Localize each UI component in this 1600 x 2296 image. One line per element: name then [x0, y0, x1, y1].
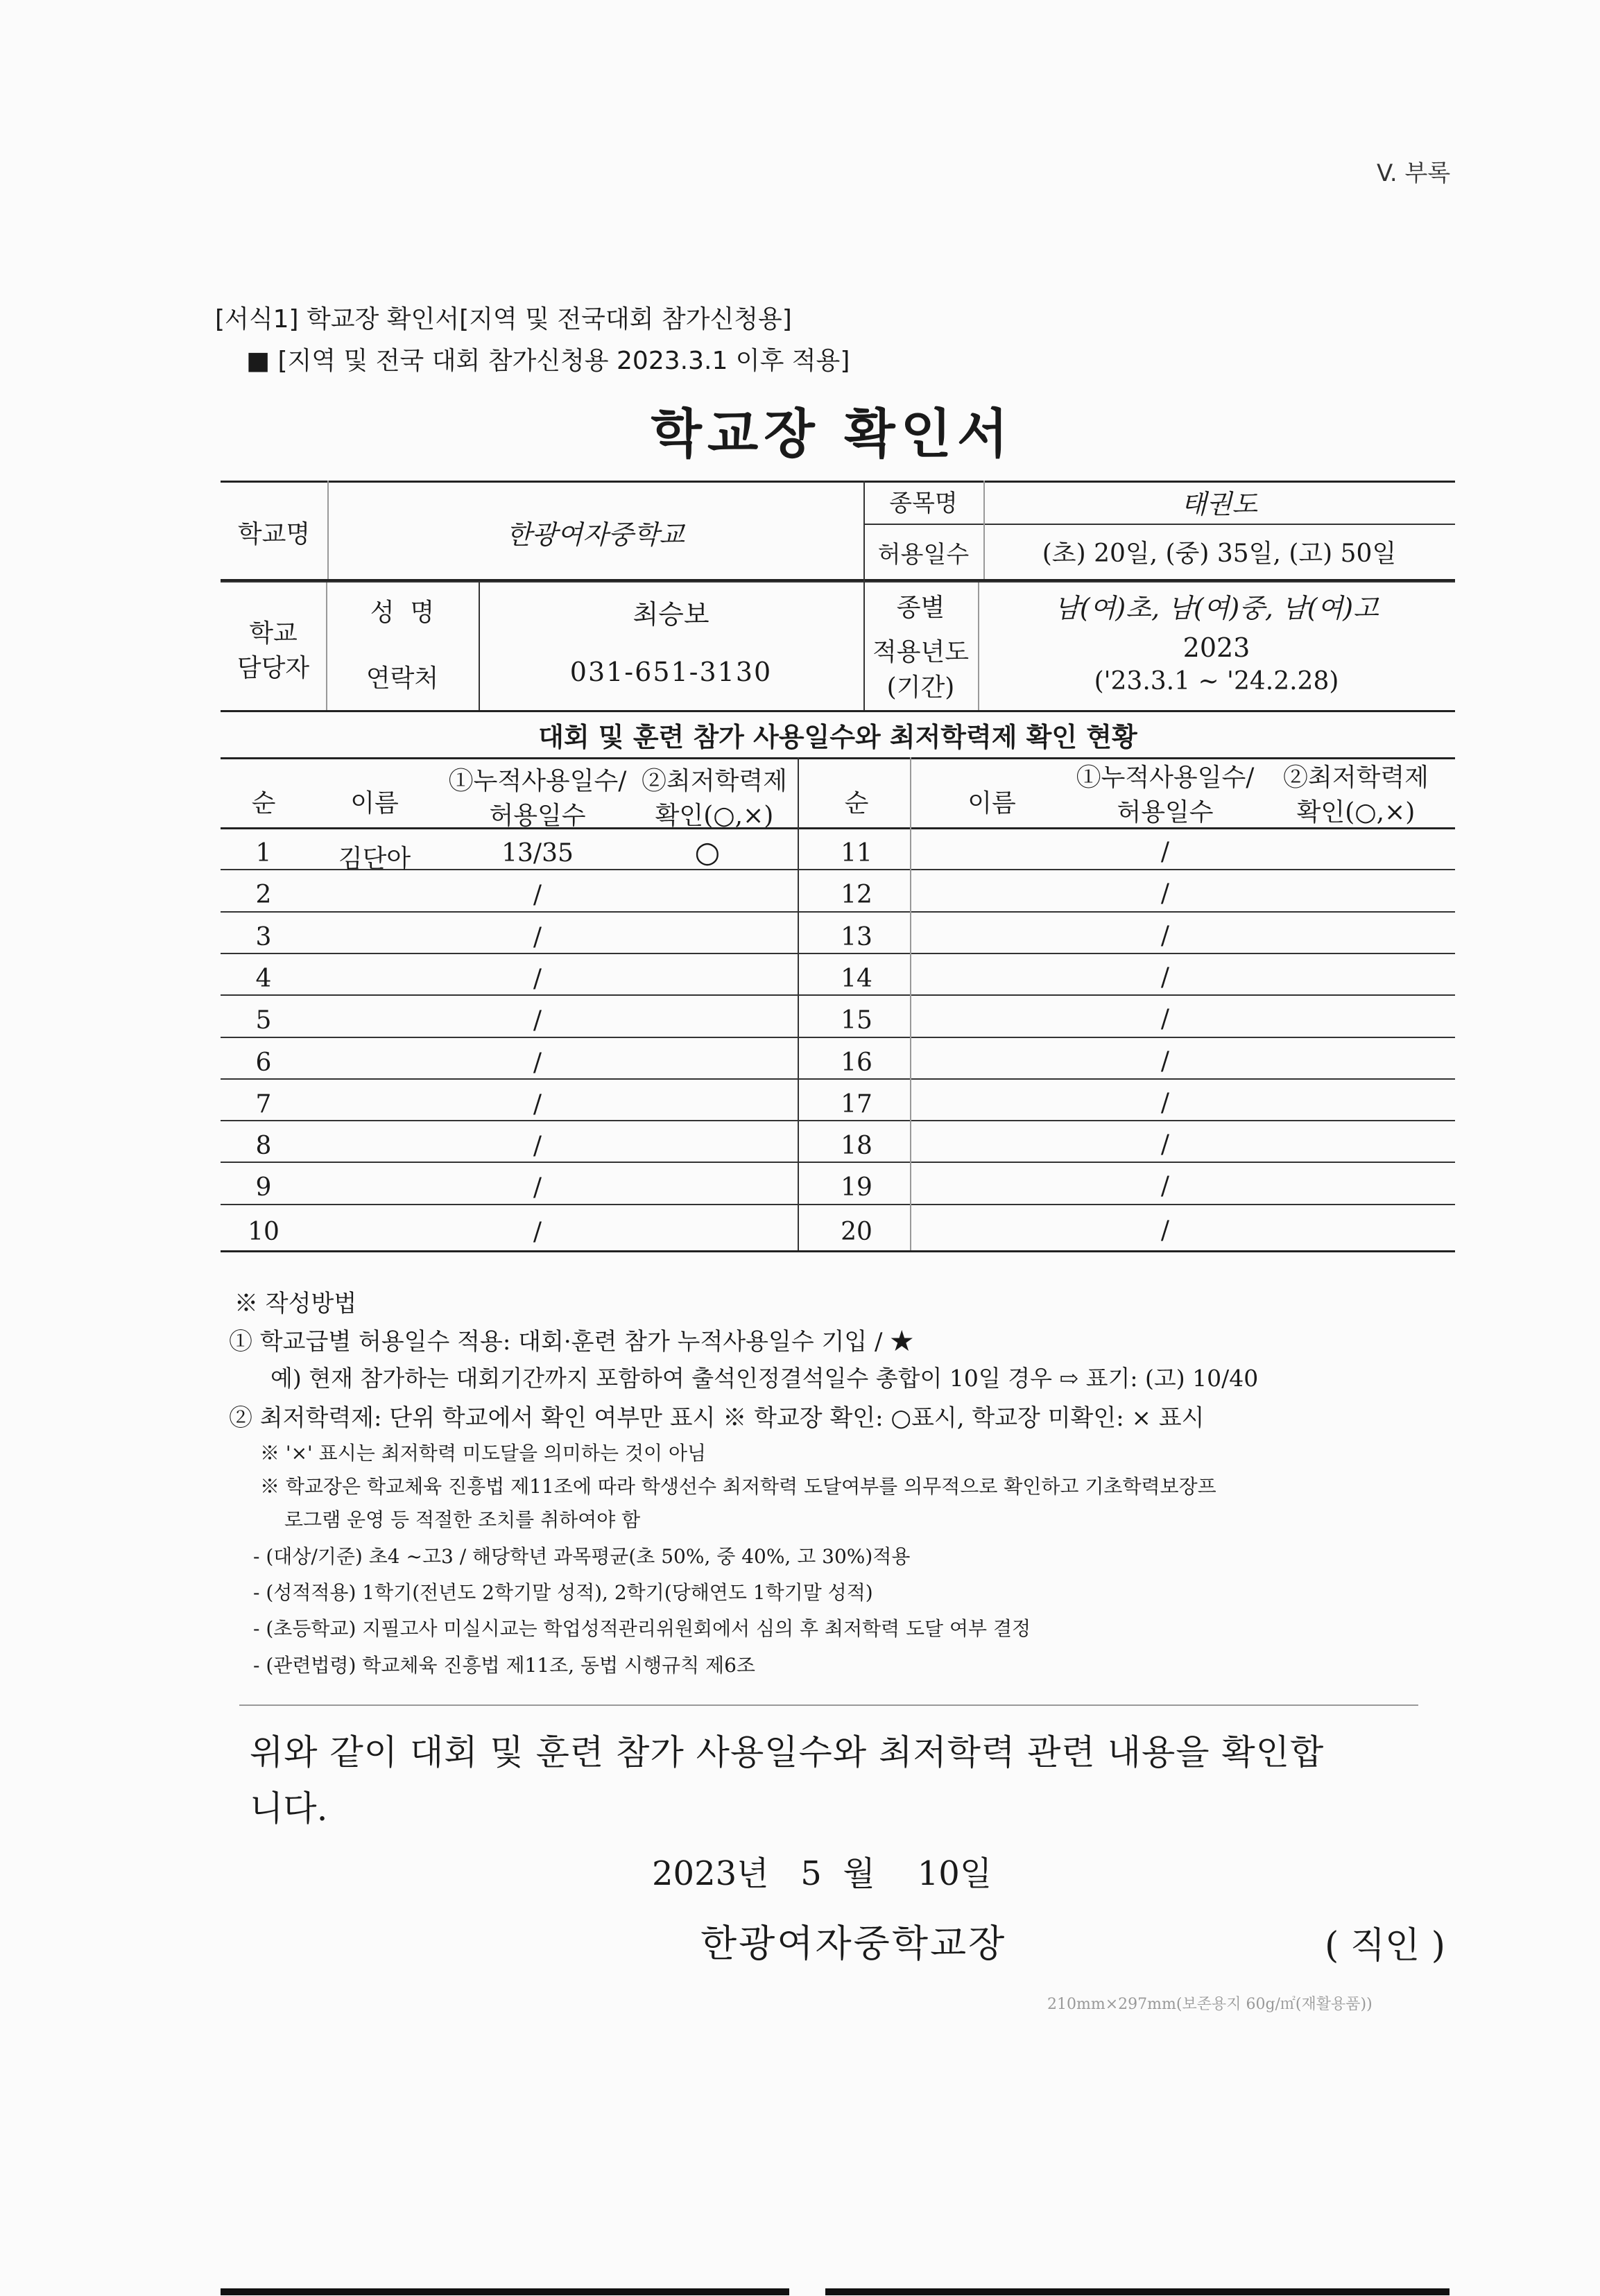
confirmation-text-cont: 니다. — [250, 1788, 328, 1829]
header-days: ①누적사용일수/ — [448, 767, 627, 795]
official-seal: ( 직인 ) — [1325, 1925, 1446, 1967]
manager-label: 학교 — [249, 619, 298, 648]
row-number: 9 — [255, 1173, 272, 1202]
form-sublabel: ■ [지역 및 전국 대회 참가신청용 2023.3.1 이후 적용] — [246, 347, 850, 375]
header-days-right-2: 허용일수 — [1117, 798, 1214, 827]
row-number: 8 — [255, 1132, 272, 1160]
row-number: 7 — [255, 1090, 272, 1119]
manager-label-2: 담당자 — [236, 654, 310, 682]
row-number: 15 — [841, 1006, 872, 1035]
header-days-2: 허용일수 — [489, 802, 586, 830]
contact-value: 031-651-3130 — [569, 657, 773, 687]
allowed-days-label: 허용일수 — [877, 541, 970, 569]
row-number: 20 — [841, 1218, 872, 1246]
days-cell: / — [533, 881, 542, 909]
days-cell: / — [1160, 838, 1170, 866]
status-table-title: 대회 및 훈련 참가 사용일수와 최저학력제 확인 현황 — [538, 722, 1137, 752]
row-number: 2 — [255, 881, 272, 909]
note-2-b: ※ 학교장은 학교체육 진흥법 제11조에 따라 학생선수 최저학력 도달여부를 의무적으로 확인하고 기초학력보장프 — [260, 1475, 1216, 1498]
manager-name-value: 최승보 — [633, 599, 709, 630]
days-cell: / — [533, 1218, 542, 1246]
header-check-right: ②최저학력제 — [1283, 763, 1429, 792]
row-number: 4 — [255, 965, 272, 993]
days-cell: / — [1160, 1216, 1170, 1245]
category-label: 종별 — [896, 594, 945, 622]
days-cell: / — [533, 923, 542, 951]
days-cell: / — [533, 1048, 542, 1077]
contact-label: 연락처 — [365, 664, 439, 693]
header-check-2: 확인(○,×) — [655, 802, 774, 830]
row-number: 1 — [255, 839, 272, 868]
school-name-label: 학교명 — [237, 520, 311, 549]
note-2-b-cont: 로그램 운영 등 적절한 조치를 취하여야 함 — [284, 1508, 641, 1531]
days-cell: / — [533, 1132, 542, 1160]
days-cell: / — [533, 965, 542, 993]
student-name: 김단아 — [338, 845, 411, 873]
row-number: 11 — [841, 839, 872, 868]
confirmation-date: 2023년 5 월 10일 — [652, 1854, 992, 1893]
appendix-label: V. 부록 — [1377, 159, 1451, 187]
row-number: 12 — [841, 881, 872, 909]
days-cell: / — [1160, 879, 1170, 908]
row-number: 14 — [841, 965, 872, 993]
header-name: 이름 — [350, 789, 399, 818]
days-cell: / — [533, 1173, 542, 1202]
days-cell: / — [1160, 1130, 1170, 1159]
days-cell: 13/35 — [501, 839, 574, 868]
row-number: 16 — [841, 1048, 872, 1077]
period-value: ('23.3.1 ~ '24.2.28) — [1094, 667, 1339, 696]
days-cell: / — [533, 1006, 542, 1035]
principal-title: 한광여자중학교장 — [700, 1922, 1007, 1965]
header-no-right: 순 — [844, 789, 869, 818]
days-cell: / — [1160, 1172, 1170, 1200]
sport-label: 종목명 — [889, 490, 958, 517]
days-cell: / — [1160, 963, 1170, 992]
header-check-right-2: 확인(○,×) — [1296, 798, 1416, 827]
year-value: 2023 — [1182, 632, 1250, 663]
instructions-heading: ※ 작성방법 — [234, 1290, 357, 1318]
row-number: 5 — [255, 1006, 272, 1035]
note-2: ② 최저학력제: 단위 학교에서 확인 여부만 표시 ※ 학교장 확인: ○표시, 학교장 미확인: × 표시 — [229, 1404, 1205, 1432]
confirmation-text: 위와 같이 대회 및 훈련 참가 사용일수와 최저학력 관련 내용을 확인합 — [250, 1732, 1325, 1772]
detail-1: - (대상/기준) 초4 ~고3 / 해당학년 과목평균(초 50%, 중 40%, 고 30%)적용 — [253, 1545, 911, 1568]
check-cell: ○ — [694, 835, 721, 869]
name-label: 성 명 — [370, 598, 435, 627]
note-1: ① 학교급별 허용일수 적용: 대회·훈련 참가 누적사용일수 기입 / ★ — [229, 1328, 914, 1356]
header-name-right: 이름 — [967, 789, 1016, 818]
header-days-right: ①누적사용일수/ — [1076, 763, 1255, 792]
row-number: 18 — [841, 1132, 872, 1160]
detail-2: - (성적적용) 1학기(전년도 2학기말 성적), 2학기(당해연도 1학기말 성적) — [253, 1581, 873, 1604]
header-no: 순 — [251, 789, 276, 818]
detail-3: - (초등학교) 지필고사 미실시교는 학업성적관리위원회에서 심의 후 최저학력 도달 여부 결정 — [253, 1617, 1031, 1640]
days-cell: / — [1160, 1047, 1170, 1076]
allowed-days-value: (초) 20일, (중) 35일, (고) 50일 — [1042, 540, 1397, 568]
days-cell: / — [1160, 1005, 1170, 1033]
note-1-example: 예) 현재 참가하는 대회기간까지 포함하여 출석인정결석일수 총합이 10일 경우 ⇨ 표기: (고) 10/40 — [270, 1365, 1259, 1392]
paper-spec: 210mm×297mm(보존용지 60g/㎡(재활용품)) — [1047, 1996, 1373, 2013]
year-label: 적용년도 — [872, 638, 970, 666]
period-label: (기간) — [886, 673, 955, 702]
school-name-value: 한광여자중학교 — [506, 519, 685, 550]
row-number: 13 — [841, 923, 872, 951]
days-cell: / — [533, 1090, 542, 1119]
days-cell: / — [1160, 1089, 1170, 1117]
header-check: ②최저학력제 — [642, 767, 787, 795]
days-cell: / — [1160, 922, 1170, 950]
row-number: 17 — [841, 1090, 872, 1119]
row-number: 10 — [248, 1218, 279, 1246]
category-value: 남(여)초, 남(여)중, 남(여)고 — [1054, 593, 1379, 623]
detail-4: - (관련법령) 학교체육 진흥법 제11조, 동법 시행규칙 제6조 — [253, 1654, 755, 1677]
note-2-a: ※ '×' 표시는 최저학력 미도달을 의미하는 것이 아님 — [260, 1442, 707, 1465]
sport-value: 태권도 — [1180, 489, 1258, 519]
row-number: 3 — [255, 923, 272, 951]
form-label: [서식1] 학교장 확인서[지역 및 전국대회 참가신청용] — [215, 305, 792, 334]
row-number: 6 — [255, 1048, 272, 1077]
document-title: 학교장 확인서 — [651, 403, 1014, 465]
row-number: 19 — [841, 1173, 872, 1202]
